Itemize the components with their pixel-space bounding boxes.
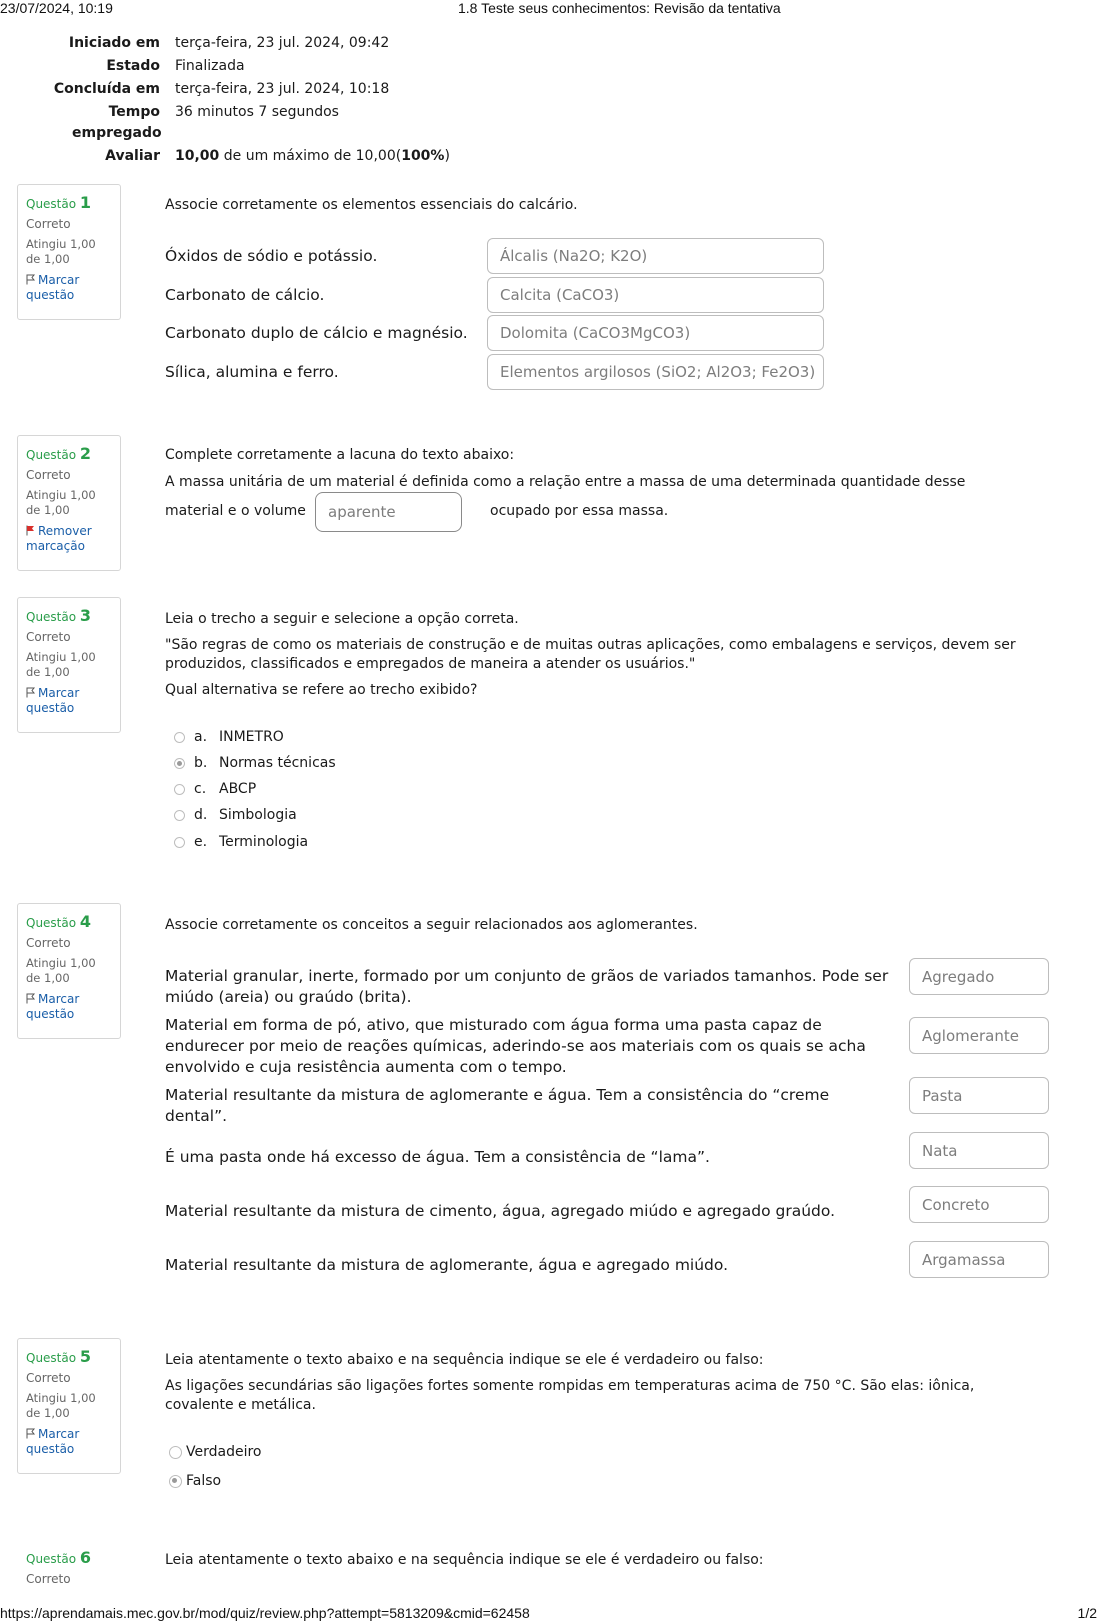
question-number: Questão 2 bbox=[26, 444, 92, 463]
question-grade: Atingiu 1,00 de 1,00 bbox=[26, 1391, 96, 1420]
question-info-5 bbox=[17, 1338, 121, 1474]
radio-button-selected[interactable] bbox=[169, 1475, 182, 1488]
flag-question-link[interactable]: Marcar questão bbox=[26, 273, 80, 302]
question-statement-continued: covalente e metálica. bbox=[165, 1397, 316, 1413]
question-number: Questão 3 bbox=[26, 606, 92, 625]
grade-label: Avaliar bbox=[105, 148, 160, 164]
match-answer-select[interactable]: Concreto bbox=[909, 1186, 1049, 1223]
question-number: Questão 5 bbox=[26, 1347, 92, 1366]
flag-outline-icon bbox=[26, 274, 36, 285]
started-value: terça-feira, 23 jul. 2024, 09:42 bbox=[175, 35, 390, 51]
question-quote: "São regras de como os materiais de construção e de muitas outras aplicações, como embalagens e serviços, devem ser bbox=[165, 637, 1016, 653]
question-prompt: Complete corretamente a lacuna do texto abaixo: bbox=[165, 447, 515, 463]
grade-value bbox=[175, 148, 450, 164]
question-text-after-gap: ocupado por essa massa. bbox=[490, 503, 669, 519]
question-info-3 bbox=[17, 597, 121, 733]
print-datetime: 23/07/2024, 10:19 bbox=[0, 0, 113, 16]
question-prompt: Leia atentamente o texto abaixo e na sequência indique se ele é verdadeiro ou falso: bbox=[165, 1552, 764, 1568]
match-item: Material resultante da mistura de aglomerante, água e agregado miúdo. bbox=[165, 1256, 729, 1274]
flag-outline-icon bbox=[26, 993, 36, 1004]
radio-button[interactable] bbox=[174, 784, 185, 795]
flag-question-link[interactable]: Marcar questão bbox=[26, 686, 80, 715]
finished-label: Concluída em bbox=[53, 81, 160, 97]
question-number: Questão 4 bbox=[26, 912, 92, 931]
question-text-before-gap: material e o volume bbox=[165, 503, 306, 519]
answer-option[interactable]: c. ABCP bbox=[174, 781, 256, 797]
question-info-1 bbox=[17, 184, 121, 320]
question-prompt: Associe corretamente os elementos essenciais do calcário. bbox=[165, 197, 578, 213]
question-statement: As ligações secundárias são ligações fortes somente rompidas em temperaturas acima de 750 °C. São elas: iônica, bbox=[165, 1378, 975, 1394]
print-page-number: 1/2 bbox=[1077, 1605, 1097, 1621]
question-info-4 bbox=[17, 903, 121, 1039]
question-state: Correto bbox=[26, 217, 71, 231]
question-grade: Atingiu 1,00 de 1,00 bbox=[26, 956, 96, 985]
grade-close: ) bbox=[444, 148, 450, 164]
question-prompt: Associe corretamente os conceitos a seguir relacionados aos aglomerantes. bbox=[165, 917, 698, 933]
match-item: Carbonato de cálcio. bbox=[165, 286, 325, 304]
flag-outline-icon bbox=[26, 687, 36, 698]
grade-percent: 100% bbox=[401, 148, 445, 164]
time-value: 36 minutos 7 segundos bbox=[175, 104, 339, 120]
state-label: Estado bbox=[106, 58, 160, 74]
flag-question-link[interactable]: Marcar questão bbox=[26, 992, 80, 1021]
question-grade: Atingiu 1,00 de 1,00 bbox=[26, 650, 96, 679]
question-prompt: Leia atentamente o texto abaixo e na sequência indique se ele é verdadeiro ou falso: bbox=[165, 1352, 764, 1368]
answer-option[interactable]: b. Normas técnicas bbox=[174, 755, 336, 771]
match-answer-select[interactable]: Dolomita (CaCO3MgCO3) bbox=[487, 315, 824, 351]
match-item: Carbonato duplo de cálcio e magnésio. bbox=[165, 324, 468, 342]
radio-button[interactable] bbox=[174, 837, 185, 848]
match-item: Sílica, alumina e ferro. bbox=[165, 363, 339, 381]
remove-flag-link[interactable]: Remover marcação bbox=[26, 524, 92, 553]
state-value: Finalizada bbox=[175, 58, 245, 74]
question-state: Correto bbox=[26, 468, 71, 482]
match-answer-select[interactable]: Nata bbox=[909, 1132, 1049, 1169]
match-answer-select[interactable]: Álcalis (Na2O; K2O) bbox=[487, 238, 824, 274]
question-info-2 bbox=[17, 435, 121, 571]
match-answer-select[interactable]: Elementos argilosos (SiO2; Al2O3; Fe2O3) bbox=[487, 354, 824, 390]
question-text: Qual alternativa se refere ao trecho exibido? bbox=[165, 682, 478, 698]
match-answer-select[interactable]: Agregado bbox=[909, 958, 1049, 995]
question-state: Correto bbox=[26, 1371, 71, 1385]
answer-option-false[interactable]: Falso bbox=[169, 1473, 221, 1489]
grade-score: 10,00 bbox=[175, 148, 220, 164]
flag-filled-icon bbox=[26, 525, 36, 536]
flag-outline-icon bbox=[26, 1428, 36, 1439]
gap-answer-input[interactable]: aparente bbox=[315, 492, 462, 532]
question-info-6 bbox=[17, 1539, 121, 1599]
match-item: Material em forma de pó, ativo, que misturado com água forma uma pasta capaz de endurecer por meio de reações químicas, aderindo-se aos materiais com os quais se acha envolvido e cuja resistência aumenta com o tempo. bbox=[165, 1016, 866, 1076]
question-prompt: Leia o trecho a seguir e selecione a opção correta. bbox=[165, 611, 519, 627]
match-item: Material resultante da mistura de cimento, água, agregado miúdo e agregado graúdo. bbox=[165, 1202, 836, 1220]
question-quote-continued: produzidos, classificados e empregados de maneira a atender os usuários." bbox=[165, 656, 696, 672]
print-url: https://aprendamais.mec.gov.br/mod/quiz/review.php?attempt=5813209&cmid=62458 bbox=[0, 1605, 530, 1621]
question-state: Correto bbox=[26, 936, 71, 950]
match-answer-select[interactable]: Calcita (CaCO3) bbox=[487, 277, 824, 313]
question-state: Correto bbox=[26, 1572, 71, 1586]
question-grade: Atingiu 1,00 de 1,00 bbox=[26, 237, 96, 266]
radio-button[interactable] bbox=[169, 1446, 182, 1459]
match-item: Material granular, inerte, formado por um conjunto de grãos de variados tamanhos. Pode ser miúdo (areia) ou graúdo (brita). bbox=[165, 967, 889, 1006]
print-page-title: 1.8 Teste seus conhecimentos: Revisão da tentativa bbox=[458, 0, 781, 16]
answer-option-true[interactable]: Verdadeiro bbox=[169, 1444, 261, 1460]
answer-option[interactable]: d. Simbologia bbox=[174, 807, 297, 823]
radio-button[interactable] bbox=[174, 810, 185, 821]
flag-question-link[interactable]: Marcar questão bbox=[26, 1427, 80, 1456]
question-text: A massa unitária de um material é definida como a relação entre a massa de uma determinada quantidade desse bbox=[165, 474, 966, 490]
match-answer-select[interactable]: Aglomerante bbox=[909, 1017, 1049, 1054]
question-number: Questão 6 bbox=[26, 1548, 92, 1567]
question-grade: Atingiu 1,00 de 1,00 bbox=[26, 488, 96, 517]
time-label-continued: empregado bbox=[72, 125, 162, 141]
match-answer-select[interactable]: Pasta bbox=[909, 1077, 1049, 1114]
match-answer-select[interactable]: Argamassa bbox=[909, 1241, 1049, 1278]
radio-button-selected[interactable] bbox=[174, 758, 185, 769]
radio-button[interactable] bbox=[174, 732, 185, 743]
match-item: Material resultante da mistura de aglomerante e água. Tem a consistência do “creme dental”. bbox=[165, 1086, 830, 1125]
finished-value: terça-feira, 23 jul. 2024, 10:18 bbox=[175, 81, 390, 97]
time-label: Tempo bbox=[108, 104, 160, 120]
grade-text: de um máximo de 10,00( bbox=[219, 148, 402, 164]
answer-option[interactable]: a. INMETRO bbox=[174, 729, 284, 745]
match-item: É uma pasta onde há excesso de água. Tem a consistência de “lama”. bbox=[165, 1148, 710, 1166]
answer-option[interactable]: e. Terminologia bbox=[174, 834, 308, 850]
question-state: Correto bbox=[26, 630, 71, 644]
question-number: Questão 1 bbox=[26, 193, 92, 212]
started-label: Iniciado em bbox=[68, 35, 160, 51]
match-item: Óxidos de sódio e potássio. bbox=[165, 247, 378, 265]
